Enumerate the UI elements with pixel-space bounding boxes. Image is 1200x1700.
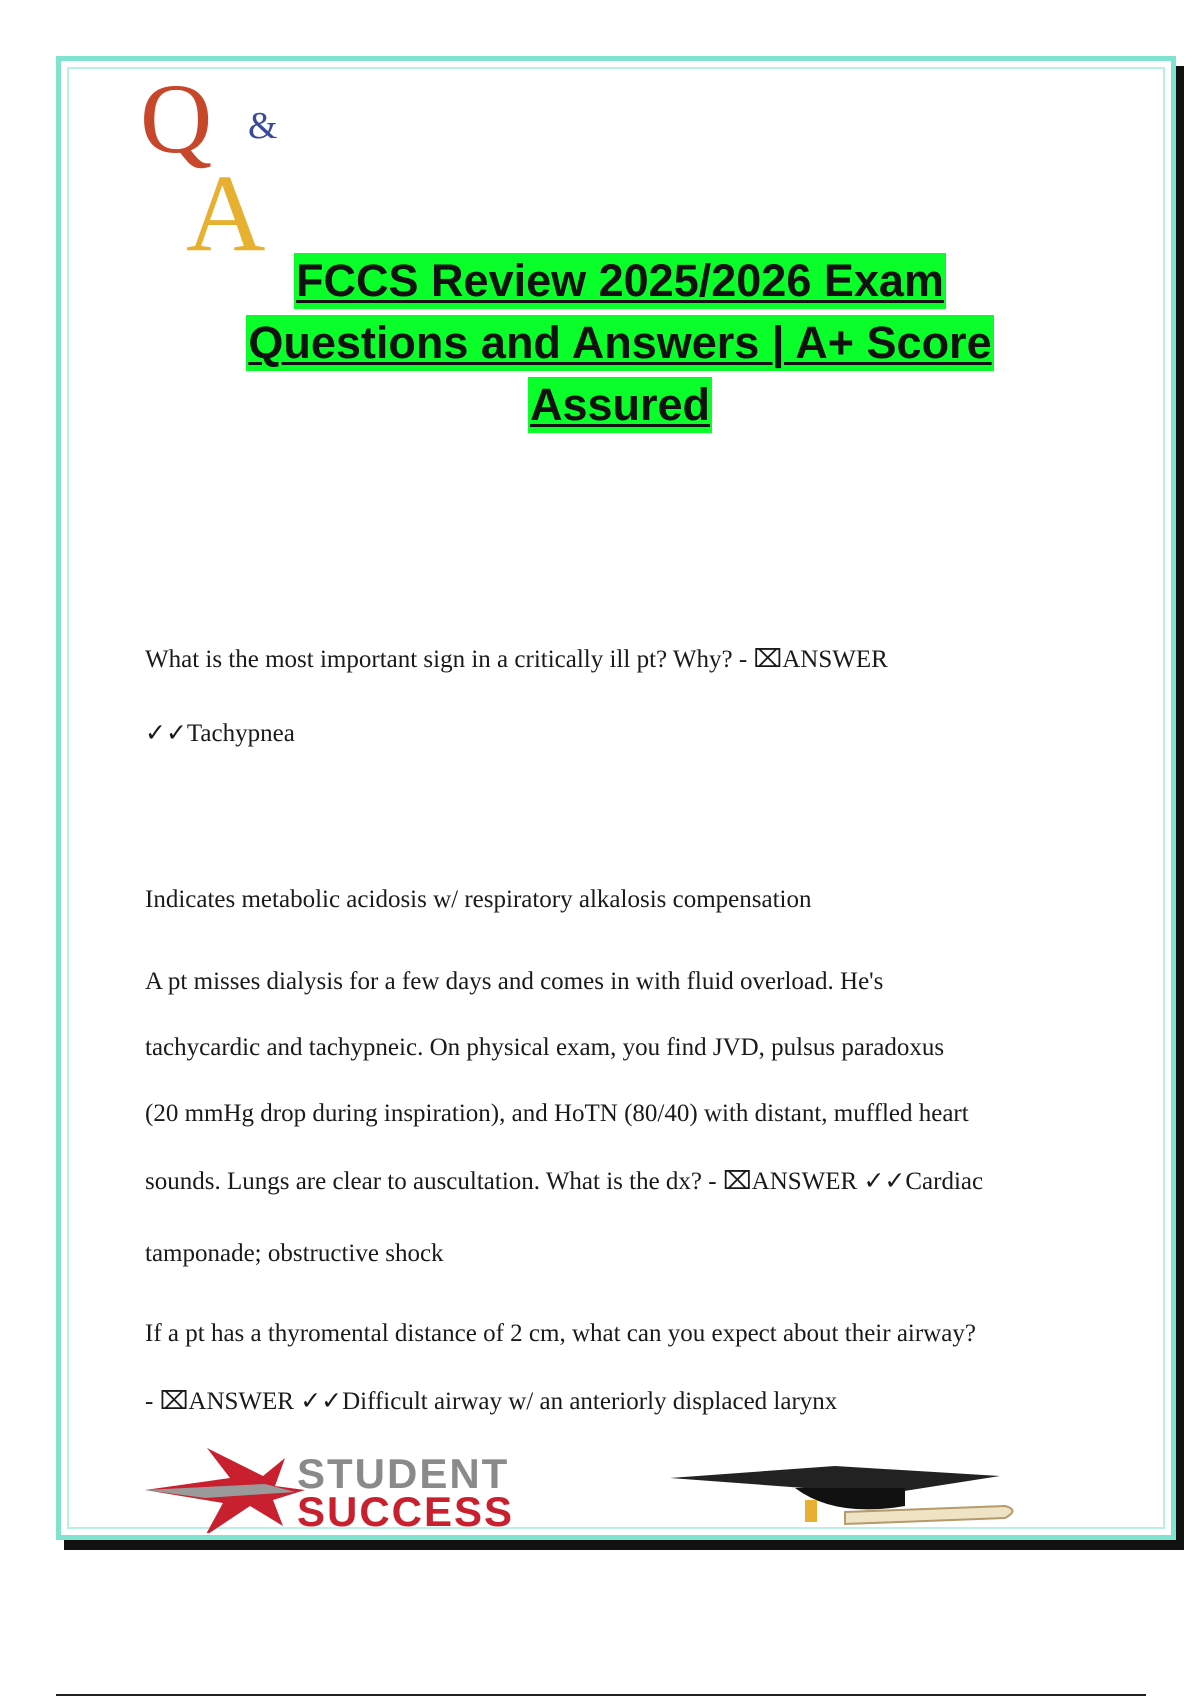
student-success-logo bbox=[145, 1448, 1045, 1533]
qa-logo-a: A bbox=[186, 152, 266, 260]
qa-logo bbox=[140, 70, 300, 260]
text-line: A pt misses dialysis for a few days and comes in with fluid overload. He's bbox=[145, 968, 884, 995]
text-line: tachycardic and tachypneic. On physical exam, you find JVD, pulsus paradoxus bbox=[145, 1034, 945, 1061]
text-line: ✓✓Tachypnea bbox=[145, 720, 295, 747]
footer-logo-success: SUCCESS bbox=[297, 1488, 515, 1533]
text-line: If a pt has a thyromental distance of 2 cm, what can you expect about their airway? bbox=[145, 1320, 976, 1347]
text-line: (20 mmHg drop during inspiration), and HoTN (80/40) with distant, muffled heart bbox=[145, 1100, 969, 1127]
footer-logo-student: STUDENT bbox=[297, 1450, 510, 1497]
text-line: - ⌧ANSWER ✓✓Difficult airway w/ an anteriorly displaced larynx bbox=[145, 1388, 838, 1415]
title-line-3: Assured bbox=[528, 377, 712, 433]
text-line: sounds. Lungs are clear to auscultation. What is the dx? - ⌧ANSWER ✓✓Cardiac bbox=[145, 1168, 984, 1195]
qa-logo-q: Q bbox=[140, 70, 213, 174]
title-line-2: Questions and Answers | A+ Score bbox=[246, 315, 993, 371]
text-line: What is the most important sign in a critically ill pt? Why? - ⌧ANSWER bbox=[145, 646, 888, 673]
text-line: tamponade; obstructive shock bbox=[145, 1240, 444, 1267]
page-bottom-rule bbox=[56, 1694, 1146, 1696]
text-line: Indicates metabolic acidosis w/ respiratory alkalosis compensation bbox=[145, 886, 812, 913]
document-title bbox=[150, 250, 1090, 436]
title-line-1: FCCS Review 2025/2026 Exam bbox=[294, 253, 946, 309]
qa-logo-ampersand: & bbox=[248, 105, 278, 147]
